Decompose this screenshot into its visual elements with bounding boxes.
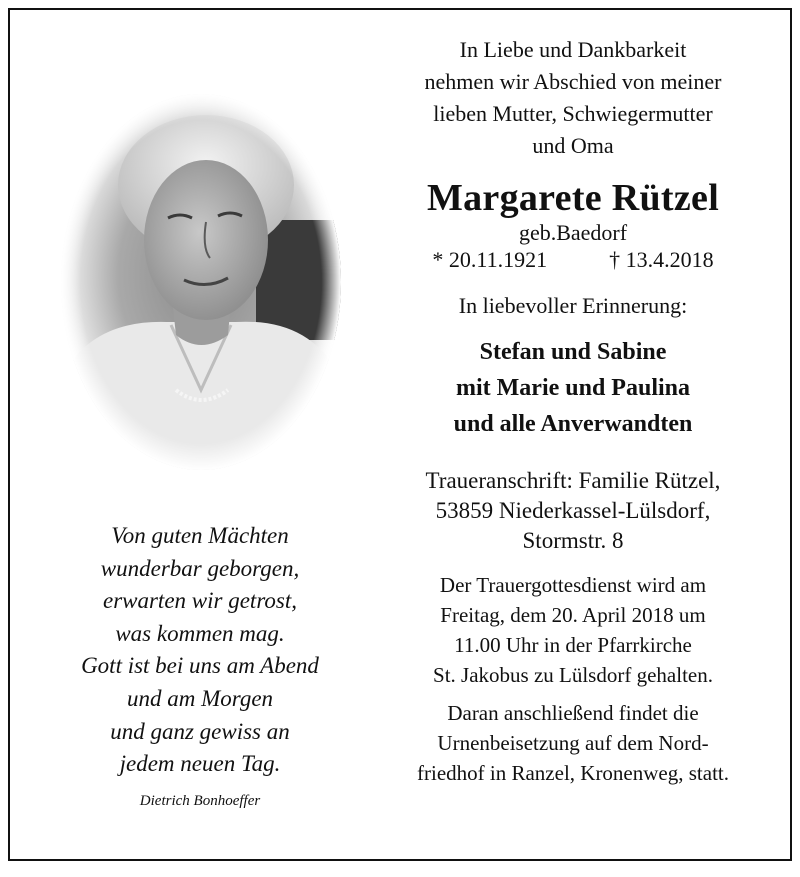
intro-line: In Liebe und Dankbarkeit xyxy=(459,37,687,62)
address-line: Traueranschrift: Familie Rützel, xyxy=(425,468,721,493)
address-line: 53859 Niederkassel-Lülsdorf, xyxy=(435,498,711,523)
birth-date: * 20.11.1921 xyxy=(432,247,548,272)
service-line: 11.00 Uhr in der Pfarrkirche xyxy=(454,633,692,657)
intro-text xyxy=(370,34,776,162)
portrait-photo xyxy=(56,90,346,475)
service-line: Freitag, dem 20. April 2018 um xyxy=(440,603,706,627)
burial-info xyxy=(370,698,776,788)
family-line: mit Marie und Paulina xyxy=(455,375,690,401)
announcement-text xyxy=(370,34,776,788)
poem-line: und ganz gewiss an xyxy=(110,718,290,744)
family-line: Stefan und Sabine xyxy=(479,339,667,365)
service-info xyxy=(370,570,776,690)
poem-line: erwarten wir getrost, xyxy=(102,588,298,614)
poem-line: und am Morgen xyxy=(126,685,274,711)
obituary-card xyxy=(8,8,792,861)
poem-line: was kommen mag. xyxy=(115,620,285,646)
memory-heading: In liebevoller Erinnerung: xyxy=(458,293,688,318)
service-line: Der Trauergottesdienst wird am xyxy=(439,573,707,597)
intro-line: lieben Mutter, Schwiegermutter xyxy=(433,101,713,126)
poem-quote xyxy=(50,520,350,811)
intro-line: und Oma xyxy=(532,133,614,158)
family-line: und alle Anverwandten xyxy=(453,411,693,437)
service-line: St. Jakobus zu Lülsdorf gehalten. xyxy=(433,663,713,687)
birth-name: geb.Baedorf xyxy=(518,220,628,245)
burial-line: Daran anschließend findet die xyxy=(447,701,699,725)
mourning-address xyxy=(370,466,776,556)
portrait-image xyxy=(56,90,346,475)
burial-line: Urnenbeisetzung auf dem Nord- xyxy=(437,731,709,755)
poem-line: Gott ist bei uns am Abend xyxy=(81,653,319,679)
poem-line: wunderbar geborgen, xyxy=(100,555,300,581)
address-line: Stormstr. 8 xyxy=(522,528,624,553)
poem-author: Dietrich Bonhoeffer xyxy=(139,792,261,809)
intro-line: nehmen wir Abschied von meiner xyxy=(424,69,722,94)
death-date: † 13.4.2018 xyxy=(609,247,714,272)
burial-line: friedhof in Ranzel, Kronenweg, statt. xyxy=(417,761,729,785)
deceased-name: Margarete Rützel xyxy=(426,177,720,219)
life-dates xyxy=(370,246,776,274)
poem-line: Von guten Mächten xyxy=(111,523,289,548)
poem-line: jedem neuen Tag. xyxy=(119,751,281,777)
family-names xyxy=(370,334,776,442)
